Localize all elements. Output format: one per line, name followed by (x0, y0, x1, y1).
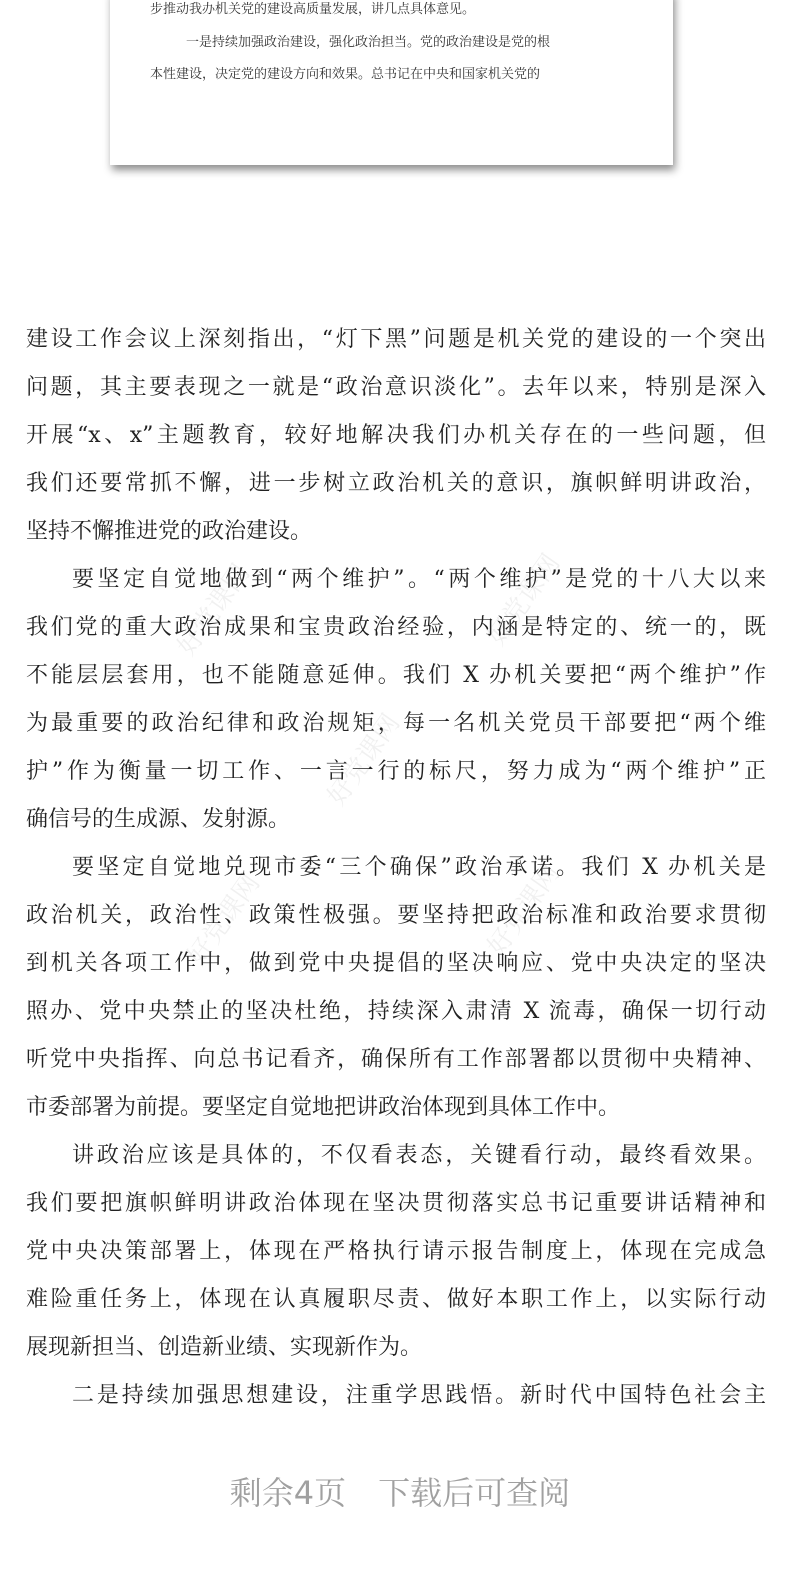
body-line: 展现新担当、创造新业绩、实现新作为。 (26, 1335, 423, 1360)
body-line: 我们党的重大政治成果和宝贵政治经验，内涵是特定的、统一的，既 (26, 615, 766, 640)
body-line: 要坚定自觉地做到“两个维护”。“两个维护”是党的十八大以来 (72, 567, 766, 592)
body-line: 难险重任务上，体现在认真履职尽责、做好本职工作上，以实际行动 (26, 1287, 766, 1312)
body-line: 党中央决策部署上，体现在严格执行请示报告制度上，体现在完成急 (26, 1239, 766, 1264)
body-line: 我们还要常抓不懈，进一步树立政治机关的意识，旗帜鲜明讲政治， (26, 471, 766, 496)
body-line: 我们要把旗帜鲜明讲政治体现在坚决贯彻落实总书记重要讲话精神和 (26, 1191, 766, 1216)
body-line: 确信号的生成源、发射源。 (26, 807, 291, 832)
preview-page-card (110, 0, 673, 165)
watermark: 好党课网 (171, 558, 257, 662)
body-line: 开展“x、x”主题教育，较好地解决我们办机关存在的一些问题，但 (26, 423, 766, 448)
body-line: 听党中央指挥、向总书记看齐，确保所有工作部署都以贯彻中央精神、 (26, 1047, 766, 1072)
body-line: 建设工作会议上深刻指出，“灯下黑”问题是机关党的建设的一个突出 (26, 327, 766, 352)
body-line: 护”作为衡量一切工作、一言一行的标尺，努力成为“两个维护”正 (26, 759, 766, 784)
preview-line: 步推动我办机关党的建设高质量发展，讲几点具体意见。 (150, 2, 476, 17)
preview-line: 一是持续加强政治建设，强化政治担当。党的政治建设是党的根 (186, 35, 551, 50)
preview-line: 本性建设，决定党的建设方向和效果。总书记在中央和国家机关党的 (150, 67, 541, 82)
body-line: 照办、党中央禁止的坚决杜绝，持续深入肃清 X 流毒，确保一切行动 (26, 999, 766, 1024)
remaining-pages-text: 剩余4页 (229, 1474, 347, 1512)
body-line: 市委部署为前提。要坚定自觉地把讲政治体现到具体工作中。 (26, 1095, 621, 1120)
body-line: 坚持不懈推进党的政治建设。 (26, 519, 313, 544)
watermark: 好党课网 (481, 548, 567, 652)
body-line: 不能层层套用，也不能随意延伸。我们 X 办机关要把“两个维护”作 (26, 663, 766, 688)
watermark: 好党课网 (181, 868, 267, 972)
body-line: 二是持续加强思想建设，注重学思践悟。新时代中国特色社会主 (72, 1383, 766, 1408)
watermark: 好党课网 (321, 708, 407, 812)
body-line: 讲政治应该是具体的，不仅看表态，关键看行动，最终看效果。 (72, 1143, 766, 1168)
download-hint-text: 下载后可查阅 (378, 1474, 571, 1512)
watermark: 好党课网 (481, 858, 567, 962)
document-body (26, 322, 766, 1426)
body-line: 为最重要的政治纪律和政治规矩，每一名机关党员干部要把“两个维 (26, 711, 766, 736)
body-line: 政治机关，政治性、政策性极强。要坚持把政治标准和政治要求贯彻 (26, 903, 766, 928)
body-line: 问题，其主要表现之一就是“政治意识淡化”。去年以来，特别是深入 (26, 375, 766, 400)
download-prompt[interactable] (0, 1468, 800, 1514)
body-line: 到机关各项工作中，做到党中央提倡的坚决响应、党中央决定的坚决 (26, 951, 766, 976)
body-line: 要坚定自觉地兑现市委“三个确保”政治承诺。我们 X 办机关是 (72, 855, 766, 880)
